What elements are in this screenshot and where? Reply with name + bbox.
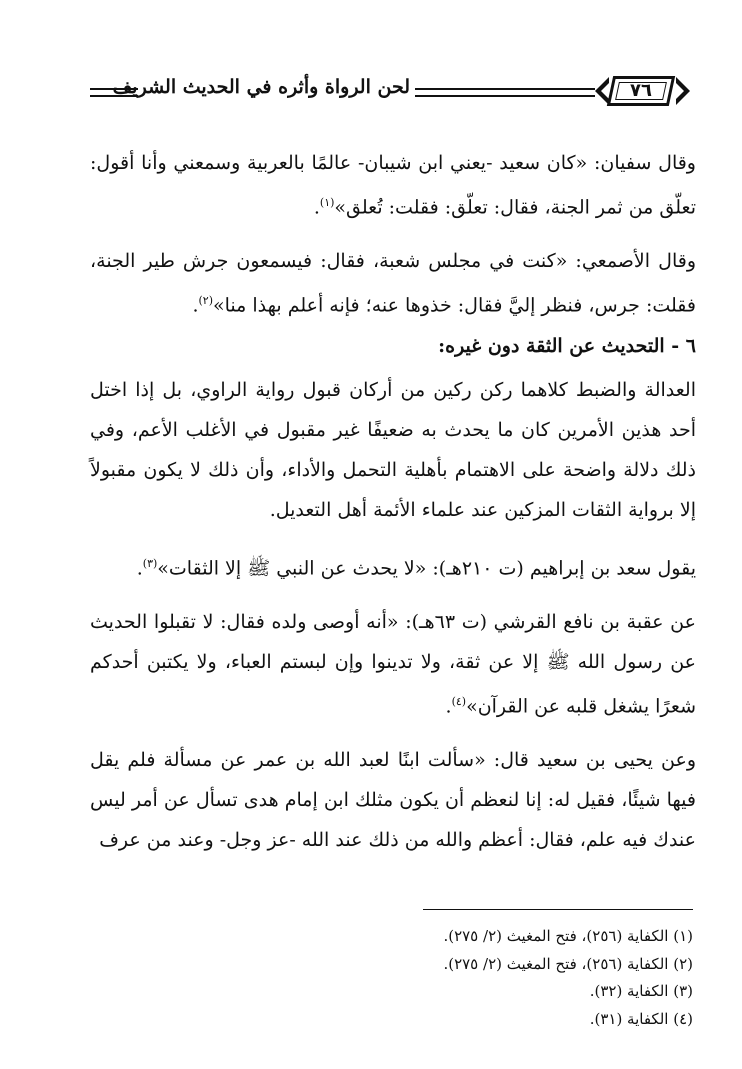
page-number: ٧٦ — [630, 80, 652, 101]
footnote-ref: (٤) — [451, 694, 467, 708]
footnote-1: (١) الكفاية (٢٥٦)، فتح المغيث (٢/ ٢٧٥). — [443, 927, 693, 945]
paragraph-sufyan: وقال سفيان: «كان سعيد -يعني ابن شيبان- عالمًا بالعربية وسمعني وأنا أقول: تعلّق من ثمر الجنة، فقال: تعلّق: فقلت: تُعلق»$^{(١)}$. — [90, 152, 696, 219]
footnote-separator — [423, 909, 693, 910]
header-title: لحن الرواة وأثره في الحديث الشريف — [112, 76, 410, 98]
paragraph-text: وقال الأصمعي: «كنت في مجلس شعبة، فقال: فيسمعون جرش طير الجنة، فقلت: جرس، فنظر إليَّ فقال: خذوها عنه؛ فإنه أعلم بهذا منا» — [90, 250, 696, 317]
header-rule-right-top — [415, 88, 595, 90]
footnote-ref: (١) — [319, 196, 335, 209]
paragraph-saad: يقول سعد بن إبراهيم (ت ٢١٠هـ): «لا يحدث عن النبي ﷺ إلا الثقات»$^{(٣)}$. — [136, 556, 696, 579]
paragraph-text: وقال سفيان: «كان سعيد -يعني ابن شيبان- عالمًا بالعربية وسمعني وأنا أقول: تعلّق من ثمر الجنة، فقال: تعلّق: فقلت: تُعلق» — [90, 152, 696, 219]
footnote-ref: (٢) — [198, 294, 213, 308]
paragraph-uqba: عن عقبة بن نافع القرشي (ت ٦٣هـ): «أنه أوصى ولده فقال: لا تقبلوا الحديث عن رسول الله ﷺ إلا عن ثقة، ولا تدينوا وإن لبستم العباء، ولا يكتبن أحدكم شعرًا يشغل قلبه عن القرآن»$^{(٤)}$. — [90, 610, 696, 718]
header-rule-right-bottom — [415, 95, 595, 97]
footnote-4: (٤) الكفاية (٣١). — [589, 1009, 693, 1028]
footnote-3: (٣) الكفاية (٣٢). — [589, 982, 693, 1000]
running-header — [90, 70, 690, 120]
paragraph-adala: العدالة والضبط كلاهما ركن ركين من أركان قبول رواية الراوي، بل إذا اختل أحد هذين الأمرين كان ما يحدث به ضعيفًا غير مقبول في الأغلب الأعم، وفي ذلك دلالة واضحة على الاهتمام بأهلية التحمل والأداء، وأن ذلك لا يكون مقبولاً إلا برواية الثقات المزكين عند علماء الأئمة أهل التعديل. — [90, 378, 696, 521]
footnote-ref: (٣) — [142, 556, 158, 570]
paragraph-text: يقول سعد بن إبراهيم (ت ٢١٠هـ): «لا يحدث عن النبي ﷺ إلا الثقات» — [157, 556, 696, 579]
footnotes — [300, 923, 693, 1033]
section-heading: ٦ - التحديث عن الثقة دون غيره: — [438, 334, 696, 357]
paragraph-asmai: وقال الأصمعي: «كنت في مجلس شعبة، فقال: فيسمعون جرش طير الجنة، فقلت: جرس، فنظر إليَّ فقال: خذوها عنه؛ فإنه أعلم بهذا منا»$^{(٢)}$. — [90, 250, 696, 317]
paragraph-text: عن عقبة بن نافع القرشي (ت ٦٣هـ): «أنه أوصى ولده فقال: لا تقبلوا الحديث عن رسول الله ﷺ إلا عن ثقة، ولا تدينوا وإن لبستم العباء، ولا يكتبن أحدكم شعرًا يشغل قلبه عن القرآن» — [90, 610, 696, 718]
paragraph-yahya: وعن يحيى بن سعيد قال: «سألت ابنًا لعبد الله بن عمر عن مسألة فلم يقل فيها شيئًا، فقيل له: إنا لنعظم أن يكون مثلك ابن إمام هدى تسأل عن أمر ليس عندك فيه علم، فقال: أعظم والله من ذلك عند الله -عز وجل- وعند من عرف — [90, 749, 696, 852]
footnote-2: (٢) الكفاية (٢٥٦)، فتح المغيث (٢/ ٢٧٥). — [443, 954, 693, 973]
main-text — [90, 143, 696, 860]
badge-right-ornament-inner — [675, 82, 684, 100]
